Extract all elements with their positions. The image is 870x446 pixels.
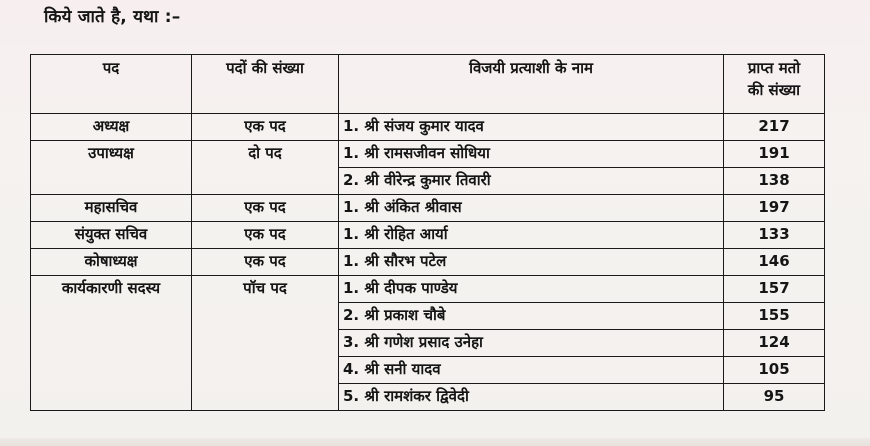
header-post-count: पदों की संख्या xyxy=(192,55,339,114)
post-count-cell: एक पद xyxy=(192,249,339,276)
winner-name-cell: 1. श्री सौरभ पटेल xyxy=(339,249,724,276)
winner-name-cell: 2. श्री वीरेन्द्र कुमार तिवारी xyxy=(339,168,724,195)
votes-cell: 124 xyxy=(724,330,825,357)
votes-cell: 155 xyxy=(724,303,825,330)
header-votes-line1: प्राप्त मतो xyxy=(747,59,801,77)
post-cell: महासचिव xyxy=(31,195,192,222)
winner-name-cell: 1. श्री अंकित श्रीवास xyxy=(339,195,724,222)
winner-name-cell: 3. श्री गणेश प्रसाद उनेहा xyxy=(339,330,724,357)
table-row xyxy=(31,222,825,249)
votes-cell: 157 xyxy=(724,276,825,303)
winner-name-cell: 1. श्री रामसजीवन सोधिया xyxy=(339,141,724,168)
post-cell: संयुक्त सचिव xyxy=(31,222,192,249)
post-count-cell: दो पद xyxy=(192,141,339,195)
winner-name-cell: 5. श्री रामशंकर द्विवेदी xyxy=(339,384,724,411)
votes-cell: 191 xyxy=(724,141,825,168)
post-cell: कार्यकारणी सदस्य xyxy=(31,276,192,411)
page-bottom-edge xyxy=(0,438,870,446)
header-votes xyxy=(724,55,825,114)
table-row xyxy=(31,114,825,141)
table-row xyxy=(31,249,825,276)
post-cell: उपाध्यक्ष xyxy=(31,141,192,195)
winner-name-cell: 1. श्री दीपक पाण्डेय xyxy=(339,276,724,303)
post-cell: अध्यक्ष xyxy=(31,114,192,141)
post-count-cell: पॉच पद xyxy=(192,276,339,411)
header-winner-name: विजयी प्रत्याशी के नाम xyxy=(339,55,724,114)
winner-name-cell: 4. श्री सनी यादव xyxy=(339,357,724,384)
header-votes-line2: की संख्या xyxy=(747,81,801,99)
votes-cell: 197 xyxy=(724,195,825,222)
table-row xyxy=(31,195,825,222)
votes-cell: 217 xyxy=(724,114,825,141)
table-row xyxy=(31,276,825,303)
votes-cell: 146 xyxy=(724,249,825,276)
post-count-cell: एक पद xyxy=(192,114,339,141)
votes-cell: 138 xyxy=(724,168,825,195)
table-row xyxy=(31,141,825,168)
votes-cell: 133 xyxy=(724,222,825,249)
election-results-table xyxy=(30,54,825,411)
winner-name-cell: 1. श्री संजय कुमार यादव xyxy=(339,114,724,141)
votes-cell: 105 xyxy=(724,357,825,384)
intro-text: किये जाते है, यथा :– xyxy=(44,7,181,27)
post-cell: कोषाध्यक्ष xyxy=(31,249,192,276)
winner-name-cell: 1. श्री रोहित आर्या xyxy=(339,222,724,249)
header-post: पद xyxy=(31,55,192,114)
votes-cell: 95 xyxy=(724,384,825,411)
post-count-cell: एक पद xyxy=(192,195,339,222)
table-header-row xyxy=(31,55,825,114)
winner-name-cell: 2. श्री प्रकाश चौबे xyxy=(339,303,724,330)
post-count-cell: एक पद xyxy=(192,222,339,249)
